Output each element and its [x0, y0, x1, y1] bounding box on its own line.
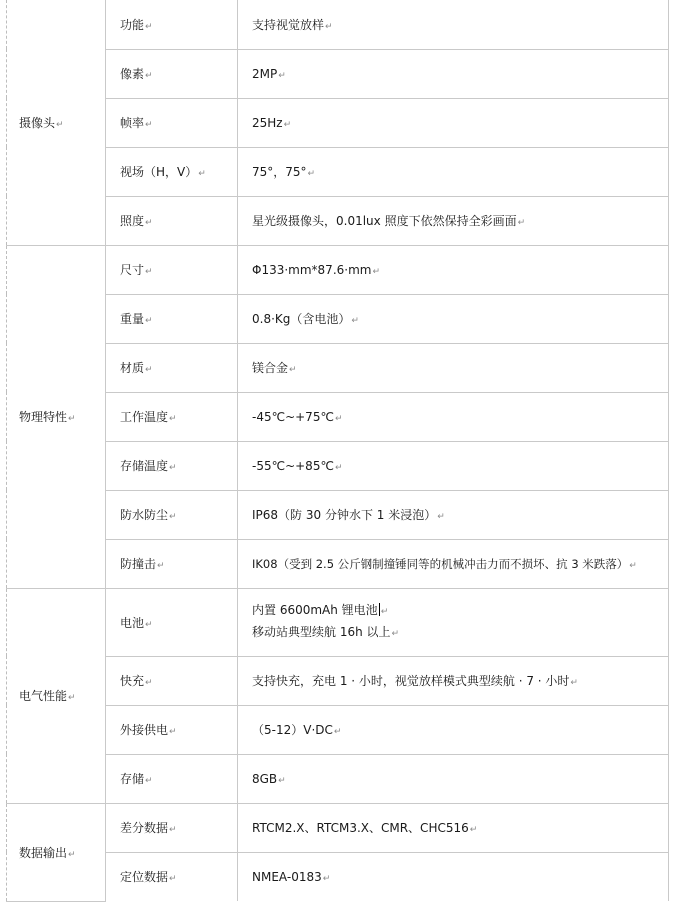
paragraph-mark-icon: ↵	[278, 775, 286, 786]
value-cell	[238, 754, 669, 803]
value-cell	[238, 803, 669, 852]
group-label: 物理特性	[19, 410, 68, 424]
paragraph-mark-icon: ↵	[145, 619, 153, 630]
param-label: 防水防尘	[120, 508, 169, 522]
value-text: 支持视觉放样	[252, 17, 325, 32]
group-cell	[7, 0, 106, 245]
group-cell	[7, 803, 106, 901]
paragraph-mark-icon: ↵	[334, 462, 343, 473]
value-text: 支持快充，充电 1 · 小时，视觉放样模式典型续航 · 7 · 小时	[252, 674, 570, 688]
paragraph-mark-icon: ↵	[145, 678, 153, 688]
param-cell	[106, 754, 238, 803]
table-row	[7, 294, 669, 343]
param-cell	[106, 441, 238, 490]
group-label: 数据输出	[19, 845, 68, 860]
paragraph-mark-icon: ↵	[145, 776, 153, 786]
paragraph-mark-icon: ↵	[169, 463, 177, 473]
value-cell	[238, 539, 669, 588]
group-cell	[7, 245, 106, 588]
param-label: 防撞击	[120, 557, 157, 571]
paragraph-mark-icon: ↵	[351, 316, 359, 326]
value-cell	[238, 852, 669, 901]
paragraph-mark-icon: ↵	[437, 512, 445, 522]
value-cell	[238, 490, 669, 539]
param-label: 定位数据	[120, 870, 169, 885]
table-row	[7, 803, 669, 852]
param-cell	[106, 245, 238, 294]
paragraph-mark-icon: ↵	[56, 119, 64, 130]
paragraph-mark-icon: ↵	[278, 70, 286, 81]
table-row	[7, 49, 669, 98]
paragraph-mark-icon: ↵	[169, 512, 177, 522]
table-row	[7, 98, 669, 147]
value-cell	[238, 656, 669, 705]
table-row	[7, 196, 669, 245]
param-cell	[106, 343, 238, 392]
paragraph-mark-icon: ↵	[629, 560, 637, 571]
value-text: 75°，75°	[252, 165, 307, 179]
value-cell	[238, 392, 669, 441]
param-label: 帧率	[120, 116, 145, 130]
value-cell	[238, 49, 669, 98]
group-cell	[7, 588, 106, 803]
table-row	[7, 0, 669, 49]
group-label: 电气性能	[19, 689, 68, 703]
param-cell	[106, 196, 238, 245]
param-cell	[106, 852, 238, 901]
value-text: IK08（受到 2.5 公斤钢制撞锤同等的机械冲击力而不损坏、抗 3 米跌落）	[252, 556, 629, 571]
value-text: RTCM2.X、RTCM3.X、CMR、CHC516	[252, 821, 469, 835]
param-cell	[106, 294, 238, 343]
paragraph-mark-icon: ↵	[169, 825, 177, 835]
paragraph-mark-icon: ↵	[145, 365, 153, 375]
param-label: 外接供电	[120, 723, 169, 737]
paragraph-mark-icon: ↵	[517, 218, 526, 228]
param-label: 视场（H，V）	[120, 165, 198, 179]
param-label: 存储	[120, 772, 145, 786]
paragraph-mark-icon: ↵	[68, 693, 76, 703]
table-row	[7, 441, 669, 490]
param-label: 工作温度	[120, 410, 169, 424]
param-cell	[106, 98, 238, 147]
param-label: 差分数据	[120, 821, 169, 835]
paragraph-mark-icon: ↵	[157, 561, 165, 571]
value-text: Φ133·mm*87.6·mm	[252, 262, 372, 277]
param-cell	[106, 147, 238, 196]
param-cell	[106, 49, 238, 98]
spec-table	[6, 0, 669, 902]
paragraph-mark-icon: ↵	[145, 316, 153, 326]
table-row	[7, 392, 669, 441]
param-cell	[106, 705, 238, 754]
paragraph-mark-icon: ↵	[169, 874, 177, 885]
paragraph-mark-icon: ↵	[169, 414, 177, 424]
param-label: 电池	[120, 615, 145, 630]
param-label: 像素	[120, 67, 145, 81]
param-label: 材质	[120, 361, 145, 375]
value-text: 2MP	[252, 66, 278, 81]
value-cell	[238, 705, 669, 754]
param-cell	[106, 588, 238, 656]
param-label: 存储温度	[120, 459, 169, 473]
paragraph-mark-icon: ↵	[289, 365, 297, 375]
value-cell	[238, 147, 669, 196]
value-cell	[238, 0, 669, 49]
paragraph-mark-icon: ↵	[325, 21, 333, 32]
group-label: 摄像头	[19, 115, 56, 130]
table-row	[7, 343, 669, 392]
table-row	[7, 588, 669, 656]
value-text: -45℃~+75℃	[252, 409, 334, 424]
paragraph-mark-icon: ↵	[307, 169, 316, 179]
paragraph-mark-icon: ↵	[145, 21, 153, 32]
paragraph-mark-icon: ↵	[570, 678, 578, 688]
paragraph-mark-icon: ↵	[145, 218, 153, 228]
table-row	[7, 539, 669, 588]
value-text-line2: 移动站典型续航 16h 以上	[252, 625, 391, 639]
paragraph-mark-icon: ↵	[380, 607, 389, 617]
table-row	[7, 754, 669, 803]
paragraph-mark-icon: ↵	[68, 849, 76, 860]
value-cell	[238, 294, 669, 343]
value-text: IP68（防 30 分钟水下 1 米浸泡）	[252, 508, 437, 522]
value-cell	[238, 343, 669, 392]
paragraph-mark-icon: ↵	[391, 629, 400, 639]
value-text: 0.8·Kg（含电池）	[252, 312, 351, 326]
paragraph-mark-icon: ↵	[334, 413, 343, 424]
table-row	[7, 852, 669, 901]
value-cell	[238, 98, 669, 147]
table-row	[7, 656, 669, 705]
param-cell	[106, 0, 238, 49]
param-label: 照度	[120, 214, 145, 228]
value-cell	[238, 441, 669, 490]
value-text: NMEA-0183	[252, 869, 322, 884]
param-label: 尺寸	[120, 263, 145, 277]
param-cell	[106, 490, 238, 539]
param-cell	[106, 392, 238, 441]
paragraph-mark-icon: ↵	[322, 873, 331, 884]
paragraph-mark-icon: ↵	[145, 120, 153, 130]
text-cursor	[379, 603, 380, 616]
paragraph-mark-icon: ↵	[68, 414, 76, 424]
param-label: 重量	[120, 312, 145, 326]
param-label: 快充	[120, 674, 145, 688]
paragraph-mark-icon: ↵	[145, 71, 153, 81]
param-cell	[106, 803, 238, 852]
value-text: （5-12）V·DC	[252, 723, 333, 737]
paragraph-mark-icon: ↵	[283, 119, 292, 130]
value-text: 镁合金	[252, 361, 289, 375]
paragraph-mark-icon: ↵	[333, 727, 342, 737]
value-text: -55℃~+85℃	[252, 458, 334, 473]
value-cell	[238, 588, 669, 656]
table-row	[7, 245, 669, 294]
value-cell	[238, 196, 669, 245]
paragraph-mark-icon: ↵	[169, 727, 177, 737]
value-text: 内置 6600mAh 锂电池	[252, 603, 378, 617]
paragraph-mark-icon: ↵	[372, 266, 381, 277]
table-row	[7, 147, 669, 196]
paragraph-mark-icon: ↵	[469, 825, 478, 835]
param-cell	[106, 539, 238, 588]
value-cell	[238, 245, 669, 294]
paragraph-mark-icon: ↵	[145, 267, 153, 277]
param-cell	[106, 656, 238, 705]
value-text: 8GB	[252, 771, 278, 786]
table-row	[7, 705, 669, 754]
value-text: 25Hz	[252, 115, 283, 130]
param-label: 功能	[120, 17, 145, 32]
table-row	[7, 490, 669, 539]
value-text: 星光级摄像头，0.01lux 照度下依然保持全彩画面	[252, 214, 517, 228]
paragraph-mark-icon: ↵	[198, 169, 206, 179]
